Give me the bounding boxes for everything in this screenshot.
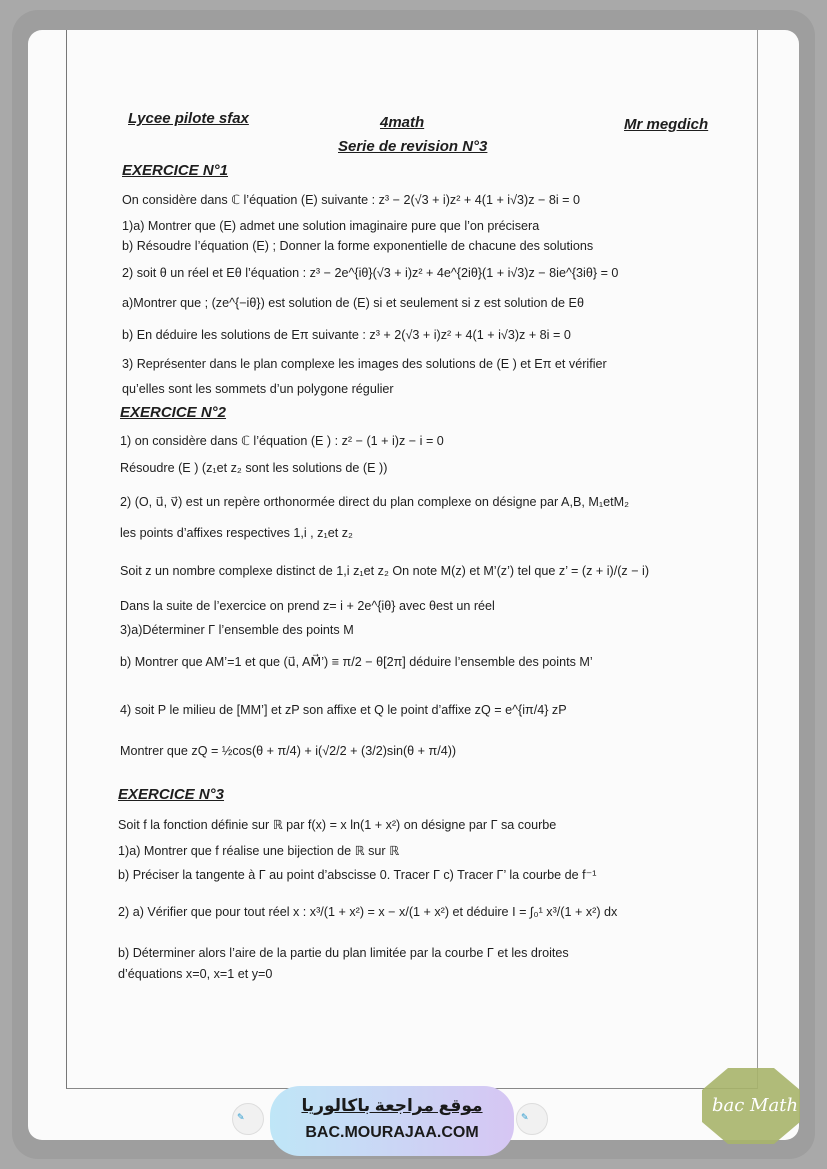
ex2-line-3: 2) (O, u⃗, v⃗) est un repère orthonormée direct du plan complexe on désigne par A,B, M₁etM₂	[120, 495, 629, 509]
ex2-line-7: 3)a)Déterminer Γ l’ensemble des points M	[120, 623, 354, 637]
paper-border	[66, 30, 758, 1089]
ex2-line-2: Résoudre (E ) (z₁et z₂ sont les solutions de (E ))	[120, 461, 388, 475]
ex3-line-6: d’équations x=0, x=1 et y=0	[118, 967, 273, 981]
ex2-line-8: b) Montrer que AM’=1 et que (u⃗, AM⃗’) ≡ π/2 − θ[2π] déduire l’ensemble des points M’	[120, 655, 593, 669]
ex2-line-10: Montrer que zQ = ½cos(θ + π/4) + i(√2/2 + (3/2)sin(θ + π/4))	[120, 744, 457, 758]
ex3-line-3: b) Préciser la tangente à Γ au point d’abscisse 0. Tracer Γ c) Tracer Γ’ la courbe de f⁻¹	[118, 868, 597, 882]
right-site-logo: ✎	[516, 1103, 548, 1135]
scanned-sheet	[28, 30, 799, 1140]
ex2-line-5: Soit z un nombre complexe distinct de 1,i z₁et z₂ On note M(z) et M’(z’) tel que z’ = (z + i)/(z − i)	[120, 564, 650, 578]
site-arabic-name: موقع مراجعة باكالوريا	[301, 1096, 483, 1115]
exercise-2-title: EXERCICE N°2	[120, 404, 227, 421]
ex1-line-4: 2) soit θ un réel et Eθ l’équation : z³ − 2e^{iθ}(√3 + i)z² + 4e^{2iθ}(1 + i√3)z − 8ie^{3iθ} = 0	[122, 266, 619, 280]
site-banner[interactable]	[270, 1086, 514, 1156]
ex2-line-1: 1) on considère dans ℂ l’équation (E ) : z² − (1 + i)z − i = 0	[120, 434, 444, 448]
ex3-line-1: Soit f la fonction définie sur ℝ par f(x) = x ln(1 + x²) on désigne par Γ sa courbe	[118, 818, 557, 832]
bac-math-logo-text: bac Math	[712, 1095, 799, 1116]
ex3-line-2: 1)a) Montrer que f réalise une bijection de ℝ sur ℝ	[118, 844, 400, 858]
left-site-logo: ✎	[232, 1103, 264, 1135]
ex3-line-4: 2) a) Vérifier que pour tout réel x : x³/(1 + x²) = x − x/(1 + x²) et déduire I = ∫₀¹ x³/(1 + x²) dx	[118, 905, 618, 919]
school-name: Lycee pilote sfax	[128, 110, 249, 127]
ex1-line-8: qu’elles sont les sommets d’un polygone régulier	[122, 382, 394, 396]
ex1-line-2: 1)a) Montrer que (E) admet une solution imaginaire pure que l’on précisera	[122, 219, 540, 233]
ex2-line-9: 4) soit P le milieu de [MM’] et zP son affixe et Q le point d’affixe zQ = e^{iπ/4} zP	[120, 703, 567, 717]
ex1-line-1: On considère dans ℂ l’équation (E) suivante : z³ − 2(√3 + i)z² + 4(1 + i√3)z − 8i = 0	[122, 193, 581, 207]
ex1-line-6: b) En déduire les solutions de Eπ suivante : z³ + 2(√3 + i)z² + 4(1 + i√3)z + 8i = 0	[122, 328, 571, 342]
ex2-line-4: les points d’affixes respectives 1,i , z₁et z₂	[120, 526, 353, 540]
page-title: Serie de revision N°3	[338, 138, 488, 155]
ex1-line-7: 3) Représenter dans le plan complexe les images des solutions de (E ) et Eπ et vérifier	[122, 357, 607, 371]
ex1-line-5: a)Montrer que ; (ze^{−iθ}) est solution de (E) si et seulement si z est solution de Eθ	[122, 296, 584, 310]
site-url[interactable]: BAC.MOURAJAA.COM	[305, 1124, 479, 1141]
class-level: 4math	[380, 114, 425, 131]
teacher-name: Mr megdich	[624, 116, 709, 133]
exercise-1-title: EXERCICE N°1	[122, 162, 229, 179]
ex3-line-5: b) Déterminer alors l’aire de la partie du plan limitée par la courbe Γ et les droites	[118, 946, 569, 960]
ex2-line-6: Dans la suite de l’exercice on prend z= i + 2e^{iθ} avec θest un réel	[120, 599, 495, 613]
exercise-3-title: EXERCICE N°3	[118, 786, 225, 803]
ex1-line-3: b) Résoudre l’équation (E) ; Donner la forme exponentielle de chacune des solutions	[122, 239, 594, 253]
